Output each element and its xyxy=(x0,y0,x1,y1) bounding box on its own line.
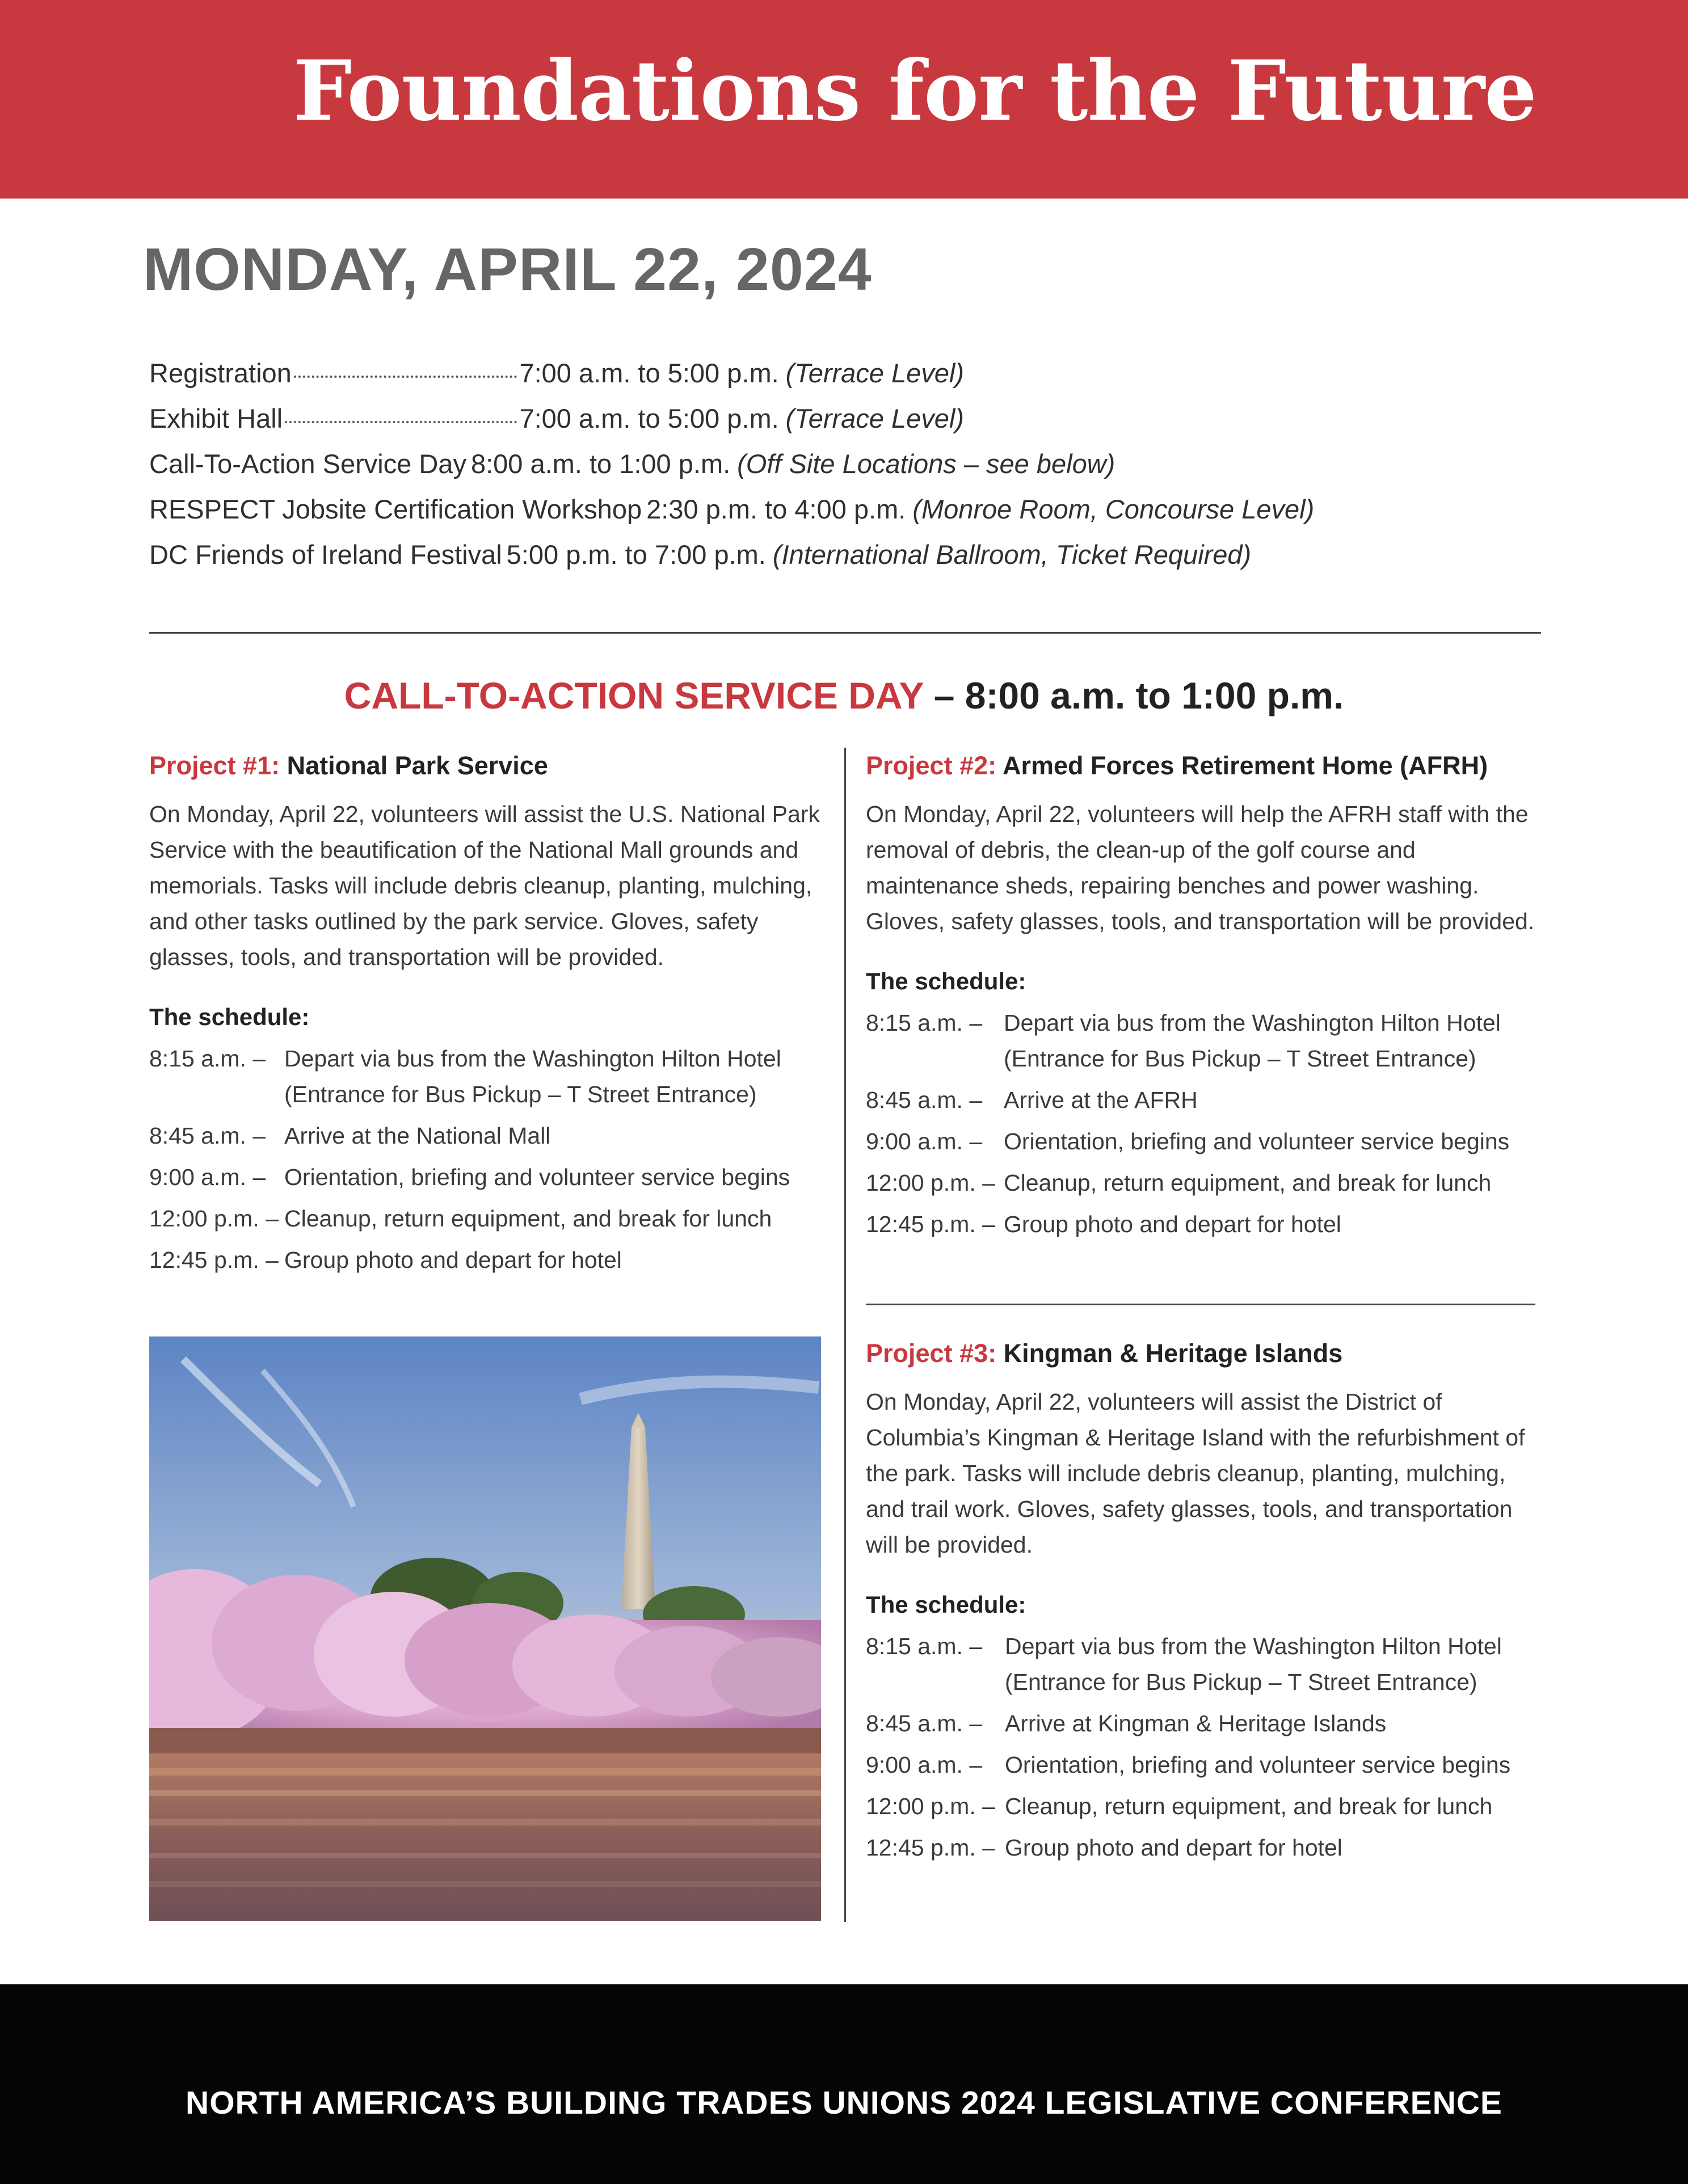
schedule-row xyxy=(866,1706,1547,1742)
schedule-row xyxy=(866,1082,1547,1118)
schedule-desc: Depart via bus from the Washington Hilton Hotel (Entrance for Bus Pickup – T Street Entrance) xyxy=(1005,1633,1502,1695)
schedule-row xyxy=(866,1005,1547,1077)
footer-text: NORTH AMERICA’S BUILDING TRADES UNIONS 2024 LEGISLATIVE CONFERENCE xyxy=(186,2085,1502,2121)
leader-dots xyxy=(294,376,517,378)
schedule-time: 12:00 p.m. – xyxy=(866,1793,995,1819)
project-3 xyxy=(866,1336,1547,1871)
schedule-time: 12:00 p.m. – xyxy=(866,1170,995,1196)
schedule-row xyxy=(149,1242,830,1278)
agenda-time: 7:00 a.m. to 5:00 p.m. xyxy=(519,403,779,433)
service-day-heading xyxy=(0,674,1688,717)
schedule-heading: The schedule: xyxy=(866,968,1026,994)
schedule-row xyxy=(866,1124,1547,1160)
service-day-title: CALL-TO-ACTION SERVICE DAY xyxy=(344,674,924,716)
schedule-row xyxy=(149,1160,830,1195)
schedule-heading: The schedule: xyxy=(866,1591,1026,1618)
schedule-row xyxy=(866,1830,1547,1866)
schedule-heading: The schedule: xyxy=(149,1004,310,1030)
service-day-time: – 8:00 a.m. to 1:00 p.m. xyxy=(923,674,1344,716)
schedule-desc: Group photo and depart for hotel xyxy=(284,1247,622,1273)
agenda-label: Exhibit Hall xyxy=(149,403,283,433)
agenda-time: 7:00 a.m. to 5:00 p.m. xyxy=(519,358,779,388)
schedule-desc: Cleanup, return equipment, and break for lunch xyxy=(284,1205,772,1232)
section-divider xyxy=(149,632,1541,634)
project-heading xyxy=(866,1336,1547,1371)
schedule-time: 9:00 a.m. – xyxy=(149,1164,266,1190)
agenda-location: (Off Site Locations – see below) xyxy=(737,449,1115,479)
agenda-row xyxy=(149,539,1252,573)
footer-bar xyxy=(0,1984,1688,2184)
column-divider xyxy=(844,748,846,1922)
schedule-row xyxy=(149,1041,830,1112)
cherry-blossom-photo xyxy=(149,1336,821,1921)
project-number: Project #3: xyxy=(866,1339,997,1368)
schedule-row xyxy=(866,1165,1547,1201)
schedule-desc: Arrive at the AFRH xyxy=(1004,1087,1198,1113)
agenda-time: 5:00 p.m. to 7:00 p.m. xyxy=(506,539,766,570)
agenda-label: RESPECT Jobsite Certification Workshop xyxy=(149,494,642,524)
agenda-location: (International Ballroom, Ticket Required) xyxy=(772,539,1252,570)
schedule-time: 8:15 a.m. – xyxy=(866,1010,983,1036)
schedule-desc: Arrive at the National Mall xyxy=(284,1123,551,1149)
agenda-location: (Terrace Level) xyxy=(785,358,964,388)
washington-monument-image xyxy=(149,1336,821,1921)
project-description: On Monday, April 22, volunteers will help the AFRH staff with the removal of debris, the clean-up of the golf course and maintenance sheds, repairing benches and power washing. Gloves, safety glasses, tools, and transportation will be provided. xyxy=(866,801,1535,934)
schedule-row xyxy=(866,1789,1547,1824)
agenda-row xyxy=(149,494,1315,528)
leader-dots xyxy=(285,421,517,423)
schedule-time: 12:00 p.m. – xyxy=(149,1205,279,1232)
project-name: Kingman & Heritage Islands xyxy=(996,1339,1343,1368)
project-divider xyxy=(866,1304,1535,1305)
schedule-desc: Arrive at Kingman & Heritage Islands xyxy=(1005,1710,1387,1736)
schedule-time: 8:45 a.m. – xyxy=(866,1710,983,1736)
project-number: Project #1: xyxy=(149,751,280,780)
schedule-desc: Depart via bus from the Washington Hilton Hotel (Entrance for Bus Pickup – T Street Entrance) xyxy=(284,1045,781,1107)
schedule-desc: Orientation, briefing and volunteer service begins xyxy=(1005,1752,1511,1778)
schedule-desc: Group photo and depart for hotel xyxy=(1005,1835,1342,1861)
schedule-desc: Orientation, briefing and volunteer service begins xyxy=(1004,1128,1510,1154)
project-description: On Monday, April 22, volunteers will assist the District of Columbia’s Kingman & Heritage Island with the refurbishment of the park. Tasks will include debris cleanup, planting, mulching, and trail work. Gloves, safety glasses, tools, and transportation will be provided. xyxy=(866,1389,1525,1558)
schedule-time: 8:45 a.m. – xyxy=(149,1123,266,1149)
agenda-label: Registration xyxy=(149,358,292,388)
schedule-desc: Cleanup, return equipment, and break for lunch xyxy=(1004,1170,1492,1196)
schedule-time: 9:00 a.m. – xyxy=(866,1752,983,1778)
schedule-desc: Orientation, briefing and volunteer service begins xyxy=(284,1164,790,1190)
schedule-time: 12:45 p.m. – xyxy=(149,1247,279,1273)
schedule-time: 12:45 p.m. – xyxy=(866,1835,995,1861)
project-name: Armed Forces Retirement Home (AFRH) xyxy=(996,751,1488,780)
agenda-location: (Terrace Level) xyxy=(785,403,964,433)
schedule-time: 12:45 p.m. – xyxy=(866,1211,995,1237)
page-title: Foundations for the Future xyxy=(293,43,1537,140)
date-heading: MONDAY, APRIL 22, 2024 xyxy=(143,236,872,303)
agenda-row xyxy=(149,448,1115,482)
schedule-time: 8:15 a.m. – xyxy=(149,1045,266,1072)
schedule-row xyxy=(866,1207,1547,1242)
schedule-row xyxy=(149,1118,830,1154)
project-description: On Monday, April 22, volunteers will assist the U.S. National Park Service with the beautification of the National Mall grounds and memorials. Tasks will include debris cleanup, planting, mulching, and other tasks outlined by the park service. Gloves, safety glasses, tools, and transportation will be provided. xyxy=(149,801,820,970)
header-banner xyxy=(0,0,1688,199)
agenda-location: (Monroe Room, Concourse Level) xyxy=(912,494,1315,524)
agenda-label: DC Friends of Ireland Festival xyxy=(149,539,502,570)
schedule-desc: Group photo and depart for hotel xyxy=(1004,1211,1341,1237)
schedule-desc: Depart via bus from the Washington Hilton Hotel (Entrance for Bus Pickup – T Street Entrance) xyxy=(1004,1010,1501,1072)
agenda-row xyxy=(149,403,964,437)
agenda-row xyxy=(149,357,964,391)
project-heading xyxy=(149,749,830,783)
schedule-desc: Cleanup, return equipment, and break for lunch xyxy=(1005,1793,1493,1819)
schedule-row xyxy=(866,1747,1547,1783)
project-name: National Park Service xyxy=(280,751,548,780)
project-number: Project #2: xyxy=(866,751,997,780)
project-1 xyxy=(149,749,830,1284)
project-2 xyxy=(866,749,1547,1248)
schedule-time: 8:45 a.m. – xyxy=(866,1087,983,1113)
agenda-label: Call-To-Action Service Day xyxy=(149,449,466,479)
agenda-time: 2:30 p.m. to 4:00 p.m. xyxy=(646,494,906,524)
schedule-time: 9:00 a.m. – xyxy=(866,1128,983,1154)
schedule-row xyxy=(149,1201,830,1237)
agenda-time: 8:00 a.m. to 1:00 p.m. xyxy=(470,449,731,479)
schedule-row xyxy=(866,1629,1547,1700)
project-heading xyxy=(866,749,1547,783)
schedule-time: 8:15 a.m. – xyxy=(866,1633,983,1659)
